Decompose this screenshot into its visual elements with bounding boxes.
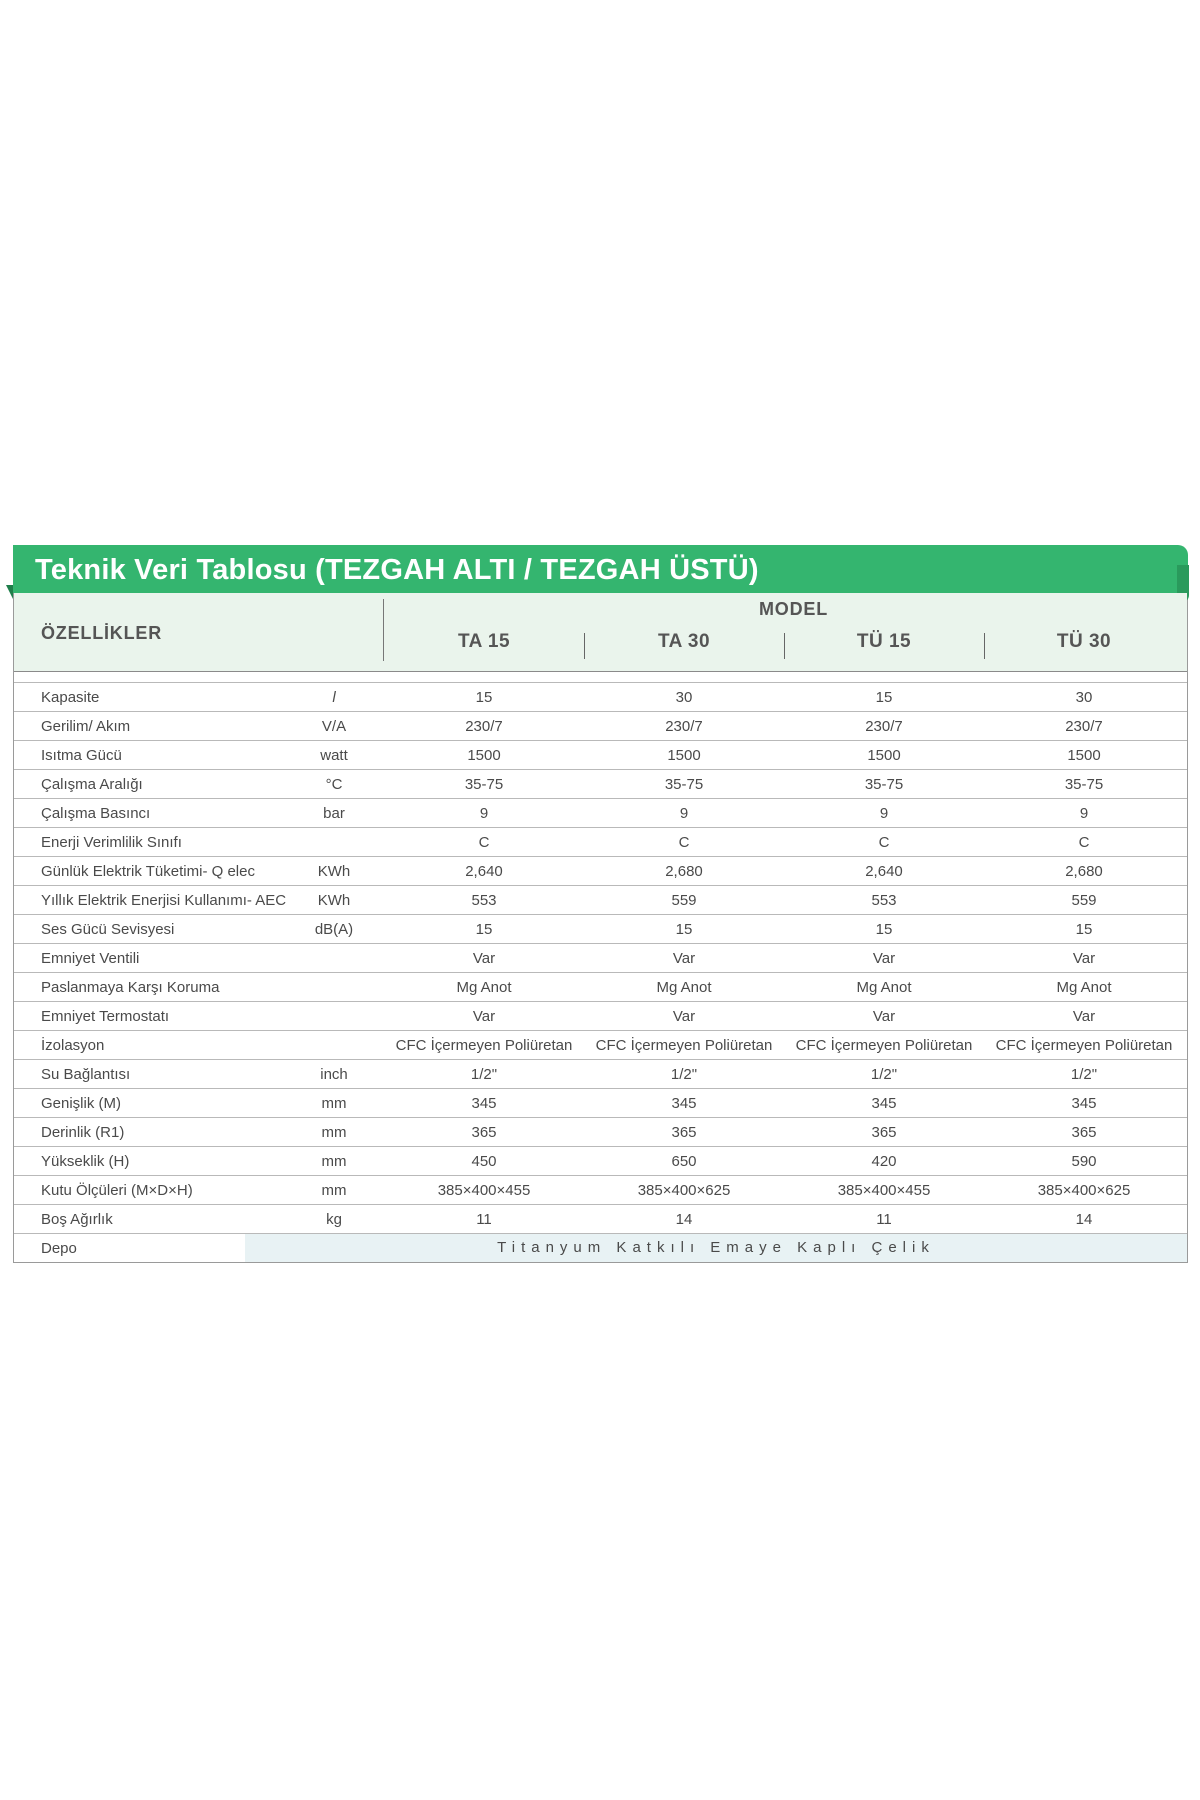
row-value: 365 [1071, 1124, 1097, 1141]
row-value: C [678, 834, 690, 851]
row-label: Emniyet Ventili [41, 950, 140, 967]
row-label: Boş Ağırlık [41, 1211, 113, 1228]
model-group-header: MODEL [759, 599, 828, 619]
row-value: 1/2" [1070, 1066, 1098, 1083]
row-label: Çalışma Aralığı [41, 776, 143, 793]
row-value: 1500 [1067, 747, 1101, 764]
row-value: Var [472, 950, 496, 967]
row-value: 11 [876, 1211, 892, 1228]
row-value: 365 [471, 1124, 497, 1141]
row-unit: inch [320, 1066, 348, 1083]
row-value: 345 [871, 1095, 897, 1112]
row-value: Mg Anot [656, 979, 712, 996]
row-value: 35-75 [664, 776, 704, 793]
row-value: 2,680 [1065, 863, 1103, 880]
row-label: Paslanmaya Karşı Koruma [41, 979, 220, 996]
table-row [14, 1147, 1187, 1176]
row-value: 230/7 [1065, 718, 1103, 735]
row-value: Var [872, 1008, 896, 1025]
row-label: Depo [41, 1240, 77, 1257]
row-value: 2,680 [665, 863, 703, 880]
row-value: 559 [1071, 892, 1097, 909]
row-value: 9 [679, 805, 689, 822]
table-row [14, 682, 1187, 712]
row-value: 1500 [467, 747, 501, 764]
row-label: Kutu Ölçüleri (M×D×H) [41, 1182, 193, 1199]
row-value: 559 [671, 892, 697, 909]
row-value: 1/2" [870, 1066, 898, 1083]
row-value: C [478, 834, 490, 851]
row-value: 590 [1071, 1153, 1097, 1170]
table-row [14, 944, 1187, 973]
row-label: İzolasyon [41, 1037, 105, 1054]
table-row [14, 915, 1187, 944]
row-label: Çalışma Basıncı [41, 805, 151, 822]
row-unit: °C [325, 776, 343, 793]
row-label: Enerji Verimlilik Sınıfı [41, 834, 182, 851]
row-value: 450 [471, 1153, 497, 1170]
row-label: Günlük Elektrik Tüketimi- Q elec [41, 863, 255, 880]
row-value: 345 [671, 1095, 697, 1112]
row-value: 30 [675, 689, 693, 706]
row-value: 385×400×455 [837, 1182, 931, 1199]
row-value: 9 [879, 805, 889, 822]
row-label: Yıllık Elektrik Enerjisi Kullanımı- AEC [41, 892, 287, 909]
row-value: 2,640 [865, 863, 903, 880]
row-unit: mm [321, 1153, 347, 1170]
model-header-tu30: TÜ 30 [1056, 631, 1112, 652]
row-value: 385×400×625 [637, 1182, 731, 1199]
row-value: 385×400×455 [437, 1182, 531, 1199]
row-value: 9 [479, 805, 489, 822]
table-row [14, 1176, 1187, 1205]
table-row [14, 1002, 1187, 1031]
table-row [14, 973, 1187, 1002]
row-value: 15 [675, 921, 693, 938]
row-value: C [878, 834, 890, 851]
row-value: 345 [471, 1095, 497, 1112]
row-value: CFC İçermeyen Poliüretan [595, 1037, 773, 1054]
table-row [14, 799, 1187, 828]
row-value: 9 [1079, 805, 1089, 822]
row-value: Var [672, 1008, 696, 1025]
row-unit: KWh [317, 892, 351, 909]
row-value: CFC İçermeyen Poliüretan [395, 1037, 573, 1054]
row-label: Kapasite [41, 689, 100, 706]
row-value: Mg Anot [856, 979, 912, 996]
title-bar [13, 545, 1188, 593]
row-label: Ses Gücü Sevisyesi [41, 921, 175, 938]
table-body [14, 682, 1187, 1262]
row-value: C [1078, 834, 1090, 851]
data-table [13, 593, 1188, 1263]
row-value: 15 [875, 689, 893, 706]
row-value: 365 [871, 1124, 897, 1141]
model-header-tu15: TÜ 15 [856, 631, 912, 652]
row-value: Var [1072, 1008, 1096, 1025]
row-value: 1/2" [670, 1066, 698, 1083]
model-header-ta30: TA 30 [657, 631, 711, 652]
row-unit: dB(A) [314, 921, 354, 938]
row-label: Su Bağlantısı [41, 1066, 131, 1083]
row-label: Isıtma Gücü [41, 747, 122, 764]
table-row [14, 1089, 1187, 1118]
page-title: Teknik Veri Tablosu (TEZGAH ALTI / TEZGAH ÜSTÜ) [35, 554, 759, 586]
table-row [14, 857, 1187, 886]
row-value: 15 [1075, 921, 1093, 938]
table-row [14, 712, 1187, 741]
row-value: 15 [475, 689, 493, 706]
row-value: 35-75 [464, 776, 504, 793]
row-value: Mg Anot [1056, 979, 1112, 996]
row-value: 553 [471, 892, 497, 909]
row-unit: kg [326, 1211, 342, 1228]
depo-material-value: Titanyum Katkılı Emaye Kaplı Çelik [245, 1234, 1187, 1262]
row-unit: V/A [321, 718, 347, 735]
row-label: Emniyet Termostatı [41, 1008, 170, 1025]
row-value: 385×400×625 [1037, 1182, 1131, 1199]
row-unit: mm [321, 1095, 347, 1112]
row-value: 1500 [667, 747, 701, 764]
row-value: CFC İçermeyen Poliüretan [795, 1037, 973, 1054]
row-value: 230/7 [865, 718, 903, 735]
row-value: 2,640 [465, 863, 503, 880]
table-row [14, 1060, 1187, 1089]
row-unit: l [332, 689, 336, 706]
row-label: Derinlik (R1) [41, 1124, 125, 1141]
row-value: Var [672, 950, 696, 967]
row-value: 30 [1075, 689, 1093, 706]
table-row [14, 1205, 1187, 1234]
row-unit: watt [320, 747, 348, 764]
row-unit: mm [321, 1124, 347, 1141]
row-value: 230/7 [465, 718, 503, 735]
row-value: 230/7 [665, 718, 703, 735]
row-value: 1/2" [470, 1066, 498, 1083]
row-value: 365 [671, 1124, 697, 1141]
title-fold-decoration [6, 585, 13, 599]
specs-column-header: ÖZELLİKLER [41, 623, 162, 643]
row-value: 15 [475, 921, 493, 938]
row-value: 35-75 [864, 776, 904, 793]
row-value: 420 [871, 1153, 897, 1170]
table-row [14, 886, 1187, 915]
row-value: Var [872, 950, 896, 967]
row-value: 35-75 [1064, 776, 1104, 793]
row-value: CFC İçermeyen Poliüretan [995, 1037, 1173, 1054]
model-header-ta15: TA 15 [457, 631, 511, 652]
table-row [14, 1031, 1187, 1060]
row-label: Gerilim/ Akım [41, 718, 131, 735]
row-unit: mm [321, 1182, 347, 1199]
row-value: Var [472, 1008, 496, 1025]
row-value: 14 [675, 1211, 693, 1228]
table-row-depo [14, 1234, 1187, 1262]
row-unit: bar [323, 805, 345, 822]
header-gap [14, 672, 1187, 682]
row-value: 1500 [867, 747, 901, 764]
row-value: Var [1072, 950, 1096, 967]
table-row [14, 741, 1187, 770]
row-value: 553 [871, 892, 897, 909]
table-row [14, 828, 1187, 857]
row-label: Yükseklik (H) [41, 1153, 130, 1170]
technical-data-sheet [13, 545, 1188, 1263]
row-value: 11 [476, 1211, 492, 1228]
row-value: 14 [1075, 1211, 1093, 1228]
row-value: Mg Anot [456, 979, 512, 996]
table-row [14, 770, 1187, 799]
row-label: Genişlik (M) [41, 1095, 122, 1112]
table-header [14, 593, 1187, 672]
table-row [14, 1118, 1187, 1147]
row-unit: KWh [317, 863, 351, 880]
row-value: 345 [1071, 1095, 1097, 1112]
row-value: 650 [671, 1153, 697, 1170]
row-value: 15 [875, 921, 893, 938]
